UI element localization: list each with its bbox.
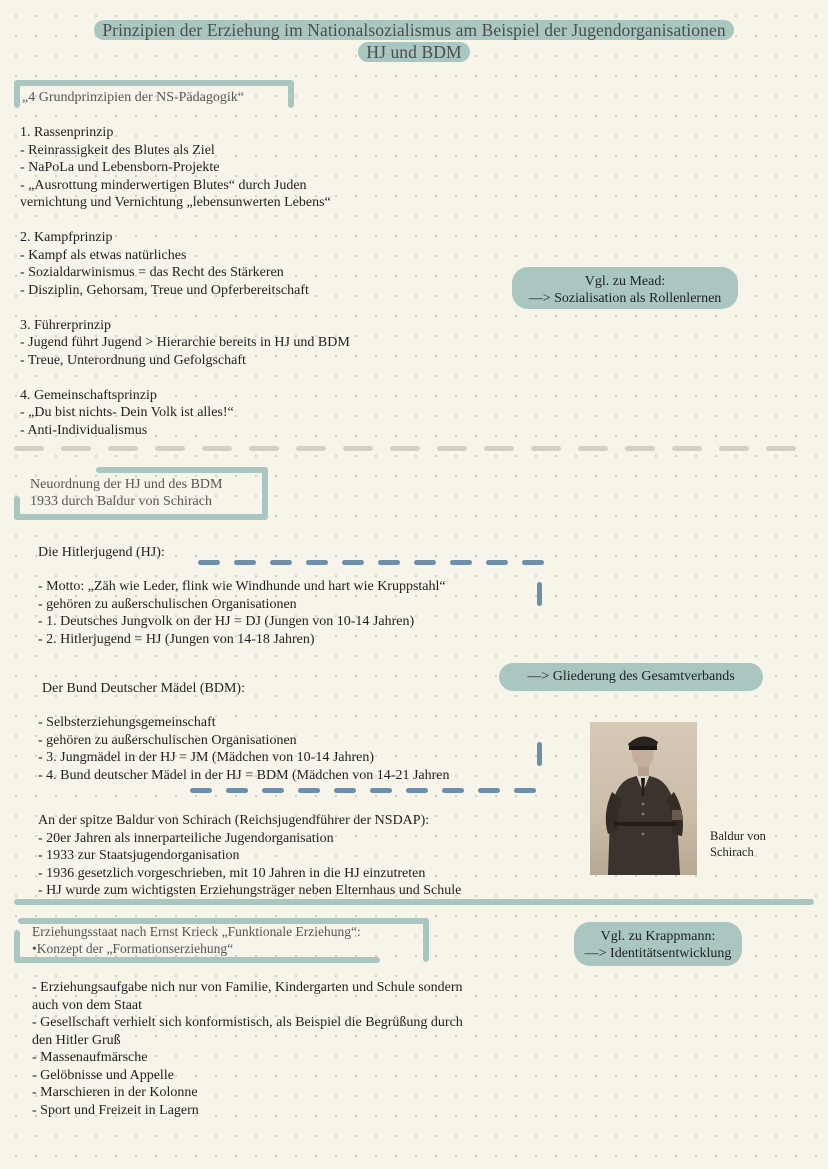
bdm-title: Der Bund Deutscher Mädel (BDM): [42, 681, 245, 696]
s1-line: - Jugend führt Jugend > Hierarchie bereits in HJ und BDM [20, 335, 350, 350]
hj-title: Die Hitlerjugend (HJ): [38, 545, 165, 560]
page-subtitle [0, 42, 828, 63]
s1-gap [20, 212, 350, 230]
section3-heading [32, 923, 361, 957]
hj-list [38, 578, 446, 648]
gliederung-note: —> Gliederung des Gesamtverbands [499, 663, 763, 691]
hj-line: - gehören zu außerschulischen Organisationen [38, 596, 297, 612]
section3-heading-line2: •Konzept der „Formationserziehung“ [32, 941, 234, 956]
s3-line: - Gesellschaft verhielt sich konformistisch, als Beispiel die Begrüßung durch [32, 1015, 463, 1030]
schirach-list [38, 812, 461, 900]
s1-line: 3. Führerprinzip [20, 317, 111, 333]
section-divider-dashed [14, 446, 796, 451]
bdm-list [38, 714, 449, 784]
section1-heading-leftbar [14, 80, 20, 108]
section1-heading: „4 Grundprinzipien der NS-Pädagogik“ [22, 90, 244, 105]
hj-line: - 2. Hitlerjugend = HJ (Jungen von 14-18 Jahren) [38, 631, 315, 647]
krappmann-note [574, 922, 742, 966]
s1-line: 2. Kampfprinzip [20, 230, 113, 245]
page-title-line1: Prinzipien der Erziehung im Nationalsozialismus am Beispiel der Jugendorganisationen [94, 20, 733, 40]
section2-heading [30, 476, 222, 510]
section2-heading-line2: 1933 durch Baldur von Schirach [30, 494, 212, 509]
s3-line: - Erziehungsaufgabe nich nur von Familie, Kindergarten und Schule sondern [32, 980, 463, 995]
krappmann-note-line1: Vgl. zu Krappmann: [600, 929, 716, 944]
section3-heading-rightbar [423, 918, 429, 962]
s1-line: - Disziplin, Gehorsam, Treue und Opferbereitschaft [20, 282, 309, 298]
mead-note-line1: Vgl. zu Mead: [584, 274, 666, 289]
s1-line: - Anti-Individualismus [20, 422, 148, 438]
schirach-line: An der spitze Baldur von Schirach (Reichsjugendführer der NSDAP): [38, 813, 430, 828]
s1-line: - Kampf als etwas natürliches [20, 247, 187, 263]
photo-caption-line2: Schirach [710, 845, 754, 859]
section3-heading-bottombar [14, 957, 380, 963]
bdm-dash-vertical [537, 742, 542, 766]
s3-line: - Marschieren in der Kolonne [32, 1085, 198, 1100]
section1-heading-rightbar [288, 80, 294, 108]
photo-caption-line1: Baldur von [710, 829, 766, 843]
section3-body [32, 979, 463, 1119]
section2-heading-line1: Neuordnung der HJ und des BDM [30, 477, 223, 492]
s3-line: - Sport und Freizeit in Lagern [32, 1102, 199, 1118]
s1-line: 1. Rassenprinzip [20, 125, 114, 140]
s1-line: vernichtung und Vernichtung „lebensunwerten Lebens“ [20, 195, 331, 210]
s1-line: - „Du bist nichts- Dein Volk ist alles!“ [20, 405, 234, 420]
schirach-line: - 1933 zur Staatsjugendorganisation [38, 848, 240, 863]
page-title [0, 20, 828, 41]
section2-heading-rightbar [262, 467, 268, 517]
section2-heading-bottombar [14, 514, 268, 520]
section2-heading-topbar [96, 467, 268, 473]
s1-gap [20, 369, 350, 387]
s3-line: - Massenaufmärsche [32, 1050, 148, 1065]
schirach-photo-figure [590, 722, 697, 875]
schirach-line: - HJ wurde zum wichtigsten Erziehungsträger neben Elternhaus und Schule [38, 883, 462, 898]
s1-line: - NaPoLa und Lebensborn-Projekte [20, 160, 220, 175]
bdm-line: - 3. Jungmädel in der HJ = JM (Mädchen von 10-14 Jahren) [38, 750, 375, 765]
s1-gap [20, 299, 350, 317]
hj-line: - Motto: „Zäh wie Leder, flink wie Windhunde und hart wie Kruppstahl“ [38, 579, 446, 594]
hj-dashes-top [198, 560, 544, 565]
schirach-line: - 20er Jahren als innerparteiliche Jugendorganisation [38, 830, 334, 846]
schirach-photo [590, 722, 697, 875]
bdm-line: - Selbsterziehungsgemeinschaft [38, 715, 216, 730]
page-title-line2: HJ und BDM [358, 42, 469, 62]
section1-body [20, 124, 350, 439]
s1-line: - Reinrassigkeit des Blutes als Ziel [20, 142, 215, 158]
s1-line: 4. Gemeinschaftsprinzip [20, 387, 157, 403]
s3-line: auch von dem Staat [32, 997, 143, 1013]
section1-heading-topbar [14, 80, 294, 86]
schirach-line: - 1936 gesetzlich vorgeschrieben, mit 10 Jahren in die HJ einzutreten [38, 865, 426, 881]
s1-line: - Sozialdarwinismus = das Recht des Stärkeren [20, 265, 284, 280]
photo-caption [710, 828, 766, 860]
s1-line: - „Ausrottung minderwertigen Blutes“ durch Juden [20, 177, 307, 193]
mead-note [512, 267, 738, 309]
hj-line: - 1. Deutsches Jungvolk on der HJ = DJ (Jungen von 10-14 Jahren) [38, 614, 415, 629]
bdm-dashes-bottom [190, 788, 536, 793]
hj-dash-vertical [537, 582, 542, 606]
bdm-line: - 4. Bund deutscher Mädel in der HJ = BDM (Mädchen von 14-21 Jahren [38, 767, 450, 783]
bdm-line: - gehören zu außerschulischen Organisationen [38, 732, 297, 748]
krappmann-note-line2: —> Identitätsentwicklung [584, 946, 732, 961]
s3-line: - Gelöbnisse und Appelle [32, 1067, 174, 1083]
section3-heading-line1: Erziehungsstaat nach Ernst Krieck „Funktionale Erziehung“: [32, 924, 361, 939]
mead-note-line2: —> Sozialisation als Rollenlernen [528, 291, 722, 306]
s1-line: - Treue, Unterordnung und Gefolgschaft [20, 352, 246, 368]
s3-line: den Hitler Gruß [32, 1032, 121, 1048]
section-divider-solid [14, 899, 814, 905]
